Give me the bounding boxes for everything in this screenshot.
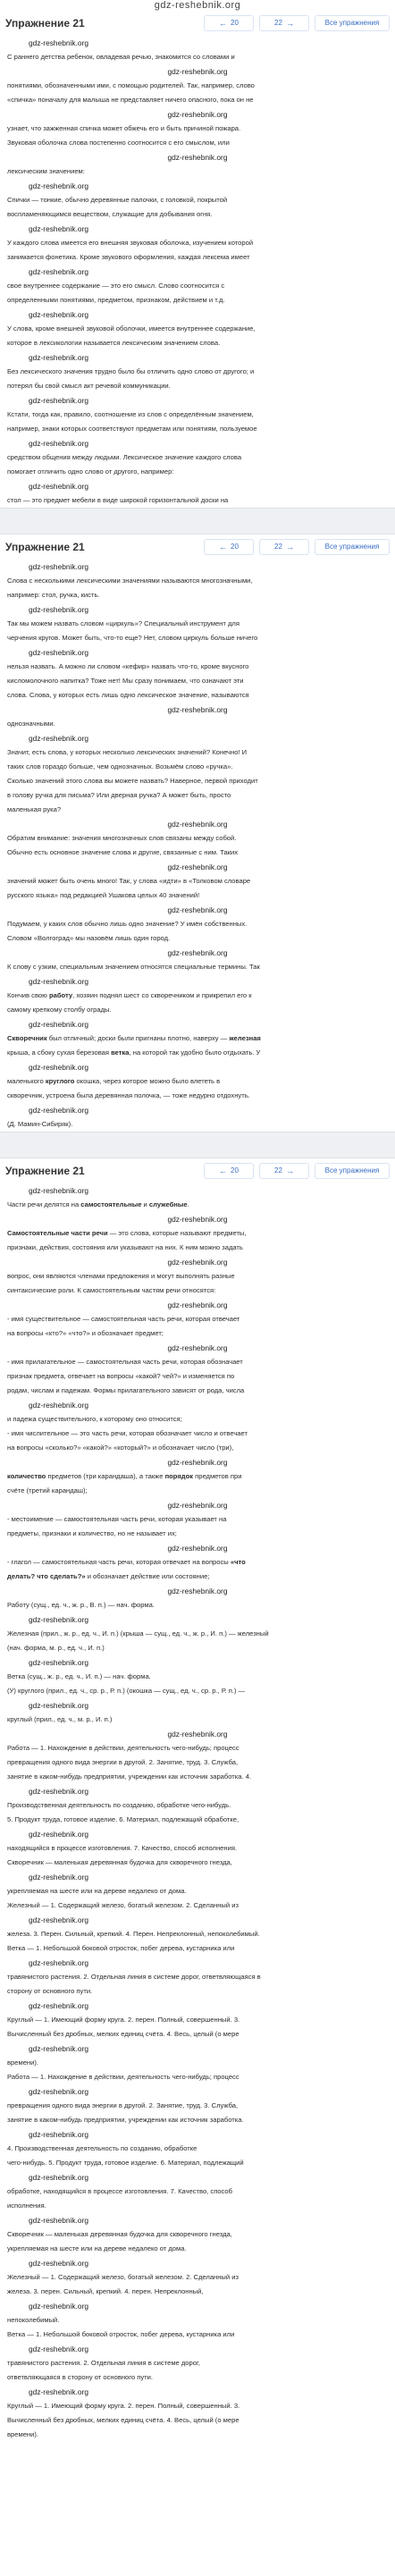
text-line: Скворечник — маленькая деревянная будочка для скворечного гнезда,	[7, 2230, 232, 2238]
text-line: однозначными.	[7, 720, 55, 728]
text-line: «спичка» поначалу для малыша не представляет ничего опасного, пока он не	[7, 96, 254, 104]
watermark: gdz-reshebnik.org	[29, 734, 89, 743]
watermark: gdz-reshebnik.org	[29, 2216, 89, 2225]
arrow-right-icon: →	[285, 1166, 294, 1175]
prev-exercise-button[interactable]	[204, 1163, 254, 1179]
text-line: на вопросы «сколько?» «какой?» «который?» и обозначает число (три),	[7, 1444, 234, 1452]
watermark: gdz-reshebnik.org	[29, 1787, 89, 1796]
text-line: признак предмета, отвечает на вопросы «какой? чей?» и изменяется по	[7, 1372, 235, 1380]
text-line: делать? что сделать?» и обозначает действие или состояние;	[7, 1572, 210, 1580]
text-line: предметы, признаки и количество, но не называет их;	[7, 1529, 177, 1537]
text-line: Работа — 1. Нахождение в действии, деятельность чего-нибудь; процесс	[7, 2073, 240, 2081]
solution-text	[0, 560, 395, 1132]
text-line: Вычисленный без дробных, мелких единиц счёта. 4. Весь, целый (о мере	[7, 2030, 240, 2038]
text-line: - имя числительное — это часть речи, которая обозначает число и отвечает	[7, 1429, 248, 1437]
text-line: на вопросы «кто?» «что?» и обозначает предмет;	[7, 1329, 164, 1337]
text-line: - имя существительное — самостоятельная часть речи, которая отвечает	[7, 1315, 240, 1323]
text-line: синтаксические роли. К самостоятельным частям речи относятся:	[7, 1286, 216, 1294]
text-line: воспламеняющимся веществом, служащие для добывания огня.	[7, 210, 213, 218]
text-line: маленького круглого окошка, через которое можно было влететь в	[7, 1077, 221, 1085]
watermark: gdz-reshebnik.org	[167, 1587, 228, 1595]
text-line: Звуковая оболочка слова постепенно соотносится с его смыслом, или	[7, 139, 230, 147]
text-line: железа. 3. Перен. Сильный, крепкий. 4. Перен. Непреклонный, непоколебимый.	[7, 1930, 260, 1938]
watermark: gdz-reshebnik.org	[167, 1215, 228, 1224]
watermark: gdz-reshebnik.org	[29, 2302, 89, 2311]
text-line: признаки, действия, состояния или указывают на них. К ним можно задать	[7, 1243, 243, 1251]
all-exercises-button[interactable]: Все упражнения	[315, 1163, 390, 1179]
text-line: свое внутреннее содержание — это его смысл. Слово соотносится с	[7, 282, 225, 290]
text-line: У слова, кроме внешней звуковой оболочки, имеется внутреннее содержание,	[7, 324, 256, 333]
text-line: 5. Продукт труда, готовое изделие. 6. Материал, подлежащий обработке,	[7, 1815, 240, 1823]
next-exercise-label: 22	[274, 1166, 282, 1174]
watermark: gdz-reshebnik.org	[29, 1615, 89, 1624]
watermark: gdz-reshebnik.org	[167, 153, 228, 162]
text-line: Железный — 1. Содержащий железо, богатый железом. 2. Сделанный из	[7, 2273, 239, 2281]
exercise-title: Упражнение 21	[5, 1165, 85, 1177]
prev-exercise-button[interactable]	[204, 15, 254, 31]
watermark: gdz-reshebnik.org	[29, 1915, 89, 1924]
text-line: Кстати, тогда как, правило, соотношение из слов с определённым значением,	[7, 410, 254, 418]
text-line: занятие в каком-нибудь предприятии, учреждении как источник заработка.	[7, 2116, 244, 2124]
text-line: узнает, что зажженная спичка может обжечь его и быть причиной пожара.	[7, 124, 241, 132]
watermark: gdz-reshebnik.org	[29, 977, 89, 986]
text-line: Железная (прил., ж. р., ед. ч., И. п.) (крыша — сущ., ед. ч., ж. р., И. п.) — железный	[7, 1629, 269, 1637]
watermark: gdz-reshebnik.org	[29, 605, 89, 614]
text-line: Вычисленный без дробных, мелких единиц счёта. 4. Весь, целый (о мере	[7, 2416, 240, 2424]
watermark: gdz-reshebnik.org	[29, 181, 89, 190]
text-line: Круглый — 1. Имеющий форму круга. 2. перен. Полный, совершенный. 3.	[7, 2016, 240, 2024]
text-line: Скворечник — маленькая деревянная будочка для скворечного гнезда,	[7, 1858, 232, 1866]
text-line: таких слов гораздо больше, чем однозначных. Возьмём слово «ручка».	[7, 762, 233, 770]
text-line: Скворечник был отличный; доски были пригнаны плотно, наверху — железная	[7, 1034, 261, 1042]
watermark: gdz-reshebnik.org	[167, 1730, 228, 1738]
prev-exercise-label: 20	[231, 543, 239, 551]
text-line: травянистого растения. 2. Отдельная линия в системе дорог, ответвляющаяся в	[7, 1973, 261, 1981]
text-line: укрепляемая на шесте или на дереве недалеко от дома.	[7, 1887, 187, 1895]
text-line: Ветка (сущ., ж. р., ед. ч., И. п.) — нач. форма.	[7, 1672, 151, 1680]
text-line: например, знаки которых соответствуют предметам или понятиям, пользуемое	[7, 425, 257, 433]
prev-exercise-button[interactable]	[204, 539, 254, 555]
exercise-pager	[204, 15, 390, 31]
text-line: Круглый — 1. Имеющий форму круга. 2. перен. Полный, совершенный. 3.	[7, 2402, 240, 2410]
text-line: железа. 3. перен. Сильный, крепкий. 4. перен. Непреклонный,	[7, 2287, 204, 2295]
text-line: маленькая рука?	[7, 805, 62, 813]
text-line: К слову с узким, специальным значением относятся специальные термины. Так	[7, 963, 260, 971]
text-line: травянистого растения. 2. Отдельная линия в системе дорог,	[7, 2359, 200, 2367]
exercise-title: Упражнение 21	[5, 541, 85, 553]
text-line: самому крепкому столбу ограды.	[7, 1006, 112, 1014]
watermark: gdz-reshebnik.org	[29, 2259, 89, 2268]
text-line: в голову ручка для письма? Или дверная ручка? А может быть, просто	[7, 791, 231, 799]
solution-text	[0, 36, 395, 508]
watermark: gdz-reshebnik.org	[167, 905, 228, 914]
watermark: gdz-reshebnik.org	[167, 110, 228, 119]
next-exercise-label: 22	[274, 19, 282, 27]
section-header	[0, 535, 395, 560]
text-line: понятиями, обозначенными ими, с помощью родителей. Так, например, слово	[7, 81, 255, 89]
watermark: gdz-reshebnik.org	[167, 863, 228, 871]
watermark: gdz-reshebnik.org	[29, 1020, 89, 1029]
watermark: gdz-reshebnik.org	[29, 2173, 89, 2182]
watermark: gdz-reshebnik.org	[167, 1343, 228, 1352]
watermark: gdz-reshebnik.org	[167, 1501, 228, 1510]
text-line: - местоимение — самостоятельная часть речи, которая указывает на	[7, 1515, 227, 1523]
section-separator	[0, 508, 395, 535]
section-header	[0, 1158, 395, 1183]
exercise-pager	[204, 539, 390, 555]
text-line: которое в лексикологии называется лексическим значением слова.	[7, 339, 221, 347]
text-line: например: стол, ручка, кисть.	[7, 591, 100, 599]
text-line: нельзя назвать. А можно ли словом «кефир» назвать что-то, кроме вкусного	[7, 662, 249, 670]
watermark: gdz-reshebnik.org	[29, 562, 89, 571]
watermark: gdz-reshebnik.org	[29, 1658, 89, 1667]
arrow-right-icon: →	[285, 19, 294, 28]
text-line: Кончив свою работу, хозяин поднял шест со скворечником и прикрепил его к	[7, 991, 252, 999]
text-line: вопрос, они являются членами предложения и могут выполнять разные	[7, 1272, 235, 1280]
text-line: занятие в каком-нибудь предприятии, учреждении как источник заработка. 4.	[7, 1772, 252, 1780]
watermark: gdz-reshebnik.org	[29, 2087, 89, 2096]
text-line: превращения одного вида энергии в другой. 2. Занятие, труд. 3. Служба,	[7, 1758, 239, 1766]
watermark: gdz-reshebnik.org	[29, 1701, 89, 1710]
watermark: gdz-reshebnik.org	[29, 439, 89, 448]
next-exercise-button[interactable]	[259, 539, 309, 555]
solution-text	[0, 1183, 395, 2442]
text-line: сторону от основного пути.	[7, 1987, 93, 1995]
text-line: Значит, есть слова, у которых несколько лексических значений? Конечно! И	[7, 748, 248, 756]
text-line: количество предметов (три карандаша), а также порядок предметов при	[7, 1472, 242, 1480]
text-line: Ветка — 1. Небольшой боковой отросток, побег дерева, кустарника или	[7, 1944, 235, 1952]
text-line: потерял бы свой смысл акт речевой коммуникации.	[7, 382, 171, 390]
watermark: gdz-reshebnik.org	[29, 2044, 89, 2053]
text-line: С раннего детства ребенок, овладевая речью, знакомится со словами и	[7, 53, 235, 61]
watermark: gdz-reshebnik.org	[29, 38, 89, 47]
arrow-left-icon: ←	[219, 1166, 228, 1175]
text-line: Обратим внимание: значения многозначных слов связаны между собой.	[7, 834, 237, 842]
watermark: gdz-reshebnik.org	[167, 1258, 228, 1267]
text-line: Так мы можем назвать словом «циркуль»? Специальный инструмент для	[7, 619, 240, 627]
text-line: русского языка» под редакцией Ушакова целых 40 значений!	[7, 891, 200, 899]
watermark: gdz-reshebnik.org	[29, 1958, 89, 1967]
text-line: 4. Производственная деятельность по созданию, обработке	[7, 2144, 198, 2152]
exercise-pager	[204, 1163, 390, 1179]
text-line: Работа — 1. Нахождение в действии, деятельность чего-нибудь; процесс	[7, 1744, 240, 1752]
watermark: gdz-reshebnik.org	[29, 648, 89, 657]
watermark: gdz-reshebnik.org	[167, 1301, 228, 1309]
text-line: стол — это предмет мебели в виде широкой горизонтальной доски на	[7, 496, 229, 504]
text-line: Сколько значений этого слова вы можете назвать? Наверное, первой приходит	[7, 777, 258, 785]
text-line: превращения одного вида энергии в другой. 2. Занятие, труд. 3. Служба,	[7, 2101, 239, 2109]
watermark: gdz-reshebnik.org	[29, 2344, 89, 2353]
text-line: Без лексического значения трудно было бы отличить одно слово от другого; и	[7, 367, 255, 375]
text-line: (нач. форма, м. р., ед. ч., И. п.)	[7, 1644, 105, 1652]
watermark: gdz-reshebnik.org	[29, 1106, 89, 1115]
text-line: времени).	[7, 2058, 38, 2067]
exercise-title: Упражнение 21	[5, 17, 85, 29]
text-line: - глагол — самостоятельная часть речи, которая отвечает на вопросы «что	[7, 1558, 246, 1566]
text-line: и падежа существительного, к которому оно относится;	[7, 1415, 182, 1423]
text-line: Обычно есть основное значение слова и другие, связанные с ним. Таких	[7, 848, 239, 856]
text-line: Спички — тонкие, обычно деревянные палочки, с головкой, покрытой	[7, 196, 228, 204]
watermark: gdz-reshebnik.org	[29, 1063, 89, 1072]
watermark: gdz-reshebnik.org	[29, 353, 89, 362]
text-line: исполнения.	[7, 2201, 46, 2210]
watermark: gdz-reshebnik.org	[29, 1186, 89, 1195]
text-line: черчения кругов. Может быть, что-то еще? Нет, словом циркуль больше ничего	[7, 634, 258, 642]
watermark: gdz-reshebnik.org	[29, 1873, 89, 1881]
exercise-section	[0, 535, 395, 1132]
text-line: Части речи делятся на самостоятельные и служебные.	[7, 1200, 189, 1208]
text-line: значений может быть очень много! Так, у слова «идти» в «Толковом словаре	[7, 877, 251, 885]
arrow-right-icon: →	[285, 543, 294, 551]
prev-exercise-label: 20	[231, 19, 239, 27]
text-line: Словом «Волгоград» мы назовём лишь один город.	[7, 934, 171, 942]
text-line: ответвляющаяся в сторону от основного пути.	[7, 2373, 153, 2381]
watermark: gdz-reshebnik.org	[29, 1401, 89, 1410]
arrow-left-icon: ←	[219, 543, 228, 551]
text-line: - имя прилагательное — самостоятельная часть речи, которая обозначает	[7, 1358, 243, 1366]
watermark: gdz-reshebnik.org	[29, 267, 89, 276]
text-line: У каждого слова имеется его внешняя звуковая оболочка, изучением которой	[7, 239, 254, 247]
all-exercises-button[interactable]: Все упражнения	[315, 539, 390, 555]
text-line: находящийся в процессе изготовления. 7. Качество, способ исполнения.	[7, 1844, 238, 1852]
text-line: времени).	[7, 2430, 38, 2438]
text-line: Ветка — 1. Небольшой боковой отросток, побег дерева, кустарника или	[7, 2330, 235, 2338]
watermark: gdz-reshebnik.org	[167, 705, 228, 714]
watermark: gdz-reshebnik.org	[29, 2130, 89, 2139]
next-exercise-button[interactable]	[259, 15, 309, 31]
next-exercise-label: 22	[274, 543, 282, 551]
watermark: gdz-reshebnik.org	[167, 1544, 228, 1553]
next-exercise-button[interactable]	[259, 1163, 309, 1179]
exercise-section	[0, 11, 395, 508]
section-header	[0, 11, 395, 36]
text-line: (Д. Мамин-Сибиряк).	[7, 1120, 73, 1128]
arrow-left-icon: ←	[219, 19, 228, 28]
watermark: gdz-reshebnik.org	[29, 224, 89, 233]
text-line: кисломолочного напитка? Тоже нет! Мы сразу понимаем, что означают эти	[7, 677, 244, 685]
text-line: (У) круглого (прил., ед. ч., ср. р., Р. п.) (окошка — сущ., ед. ч., ср. р., Р. п.) —	[7, 1687, 246, 1695]
watermark: gdz-reshebnik.org	[29, 1830, 89, 1839]
text-line: слова. Слова, у которых есть лишь одно лексическое значение, называются	[7, 691, 249, 699]
site-title[interactable]: gdz-reshebnik.org	[154, 0, 241, 11]
text-line: Производственная деятельность по созданию, обработке чего-нибудь.	[7, 1801, 231, 1809]
text-line: крыша, а сбоку сухая березовая ветка, на которой так удобно было отдыхать. У	[7, 1048, 261, 1056]
text-line: лексическим значением:	[7, 167, 85, 175]
text-line: счёте (третий карандаш);	[7, 1486, 88, 1494]
watermark: gdz-reshebnik.org	[167, 67, 228, 76]
watermark: gdz-reshebnik.org	[167, 948, 228, 957]
text-line: определенными понятиями, предметом, признаком, действием и т.д.	[7, 296, 225, 304]
text-line: скворечник, устроена была деревянная полочка, — тоже недурно отдохнуть.	[7, 1091, 250, 1099]
exercise-section	[0, 1158, 395, 2442]
text-line: обработке, находящийся в процессе изготовления. 7. Качество, способ	[7, 2187, 232, 2195]
text-line: Железный — 1. Содержащий железо, богатый железом. 2. Сделанный из	[7, 1901, 239, 1909]
text-line: Слова с несколькими лексическими значениями называются многозначными,	[7, 577, 253, 585]
text-line: укрепляемая на шесте или на дереве недалеко от дома.	[7, 2244, 187, 2252]
watermark: gdz-reshebnik.org	[29, 396, 89, 405]
text-line: круглый (прил., ед. ч., м. р., И. п.)	[7, 1715, 113, 1723]
watermark: gdz-reshebnik.org	[167, 1458, 228, 1467]
watermark: gdz-reshebnik.org	[29, 2001, 89, 2010]
watermark: gdz-reshebnik.org	[29, 310, 89, 319]
text-line: Работу (сущ., ед. ч., ж. р., В. п.) — нач. форма.	[7, 1601, 155, 1609]
text-line: чего-нибудь. 5. Продукт труда, готовое изделие. 6. Материал, подлежащий	[7, 2159, 244, 2167]
prev-exercise-label: 20	[231, 1166, 239, 1174]
text-line: Подумаем, у каких слов обычно лишь одно значение? У имён собственных.	[7, 920, 248, 928]
exercise-page	[0, 11, 395, 2442]
text-line: Самостоятельные части речи — это слова, которые называют предметы,	[7, 1229, 247, 1237]
text-line: непоколебимый.	[7, 2316, 60, 2324]
text-line: средством общения между людьми. Лексическое значение каждого слова	[7, 453, 242, 461]
section-separator	[0, 1132, 395, 1158]
watermark: gdz-reshebnik.org	[29, 482, 89, 491]
all-exercises-button[interactable]: Все упражнения	[315, 15, 390, 31]
text-line: родам, числам и падежам. Формы прилагательного зависят от рода, числа	[7, 1386, 245, 1394]
text-line: помогает отличить одно слово от другого, например:	[7, 467, 174, 476]
text-line: занимается фонетика. Кроме звукового оформления, каждая лексема имеет	[7, 253, 250, 261]
watermark: gdz-reshebnik.org	[29, 2387, 89, 2396]
watermark: gdz-reshebnik.org	[167, 820, 228, 829]
